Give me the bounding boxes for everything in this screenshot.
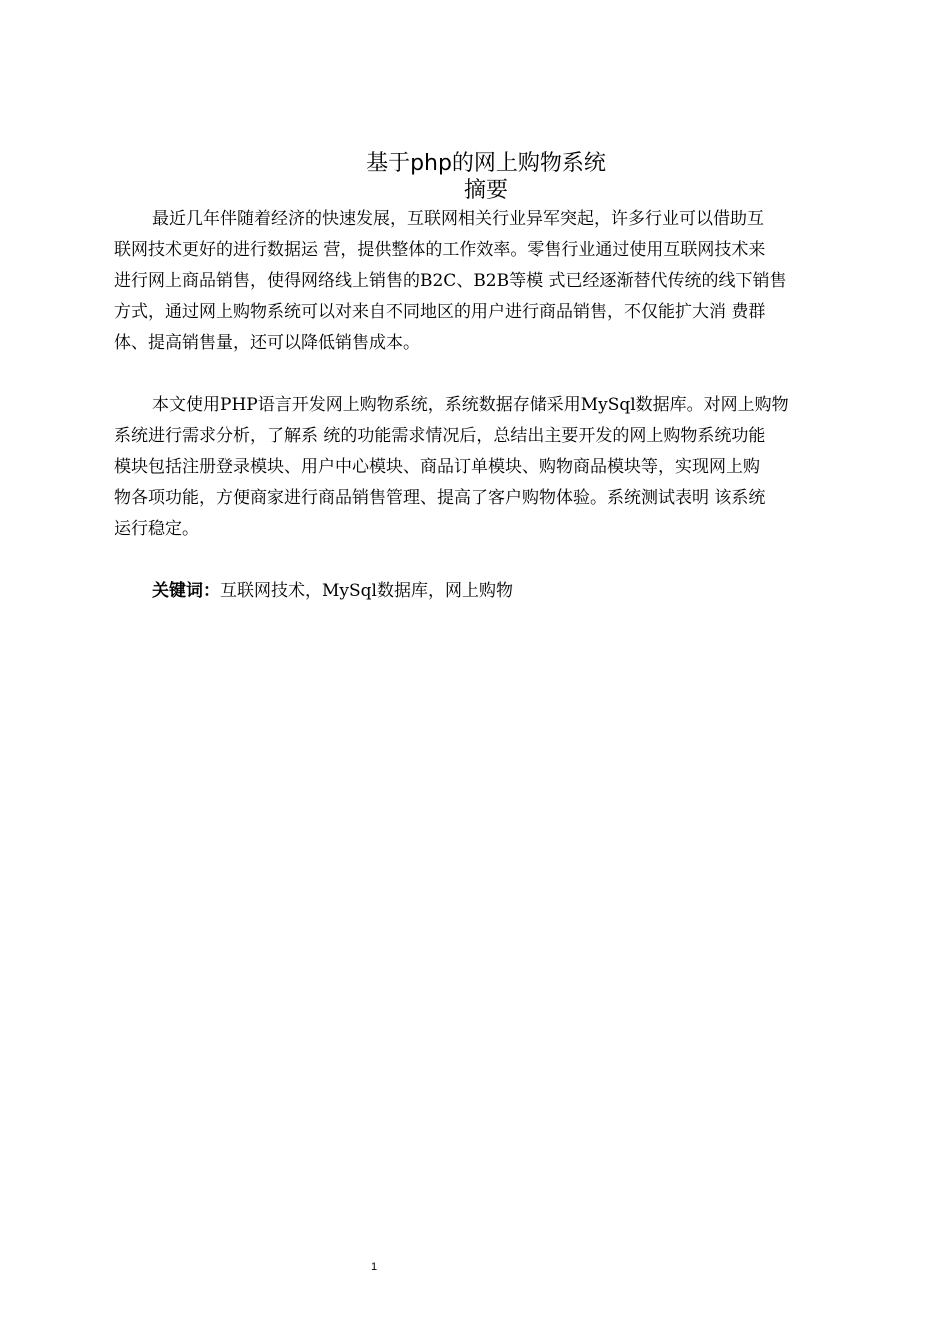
paragraph-line: 本文使用PHP语言开发网上购物系统，系统数据存储采用MySql数据库。对网上购物: [152, 395, 789, 415]
paragraph-line: 系统进行需求分析，了解系 统的功能需求情况后，总结出主要开发的网上购物系统功能: [114, 426, 766, 446]
paragraph-line: 物各项功能，方便商家进行商品销售管理、提高了客户购物体验。系统测试表明 该系统: [114, 488, 766, 508]
paragraph-line: 模块包括注册登录模块、用户中心模块、商品订单模块、购物商品模块等，实现网上购: [114, 457, 760, 477]
page-number: 1: [371, 1261, 378, 1273]
paragraph-line: 运行稳定。: [114, 519, 199, 539]
keywords-label: 关键词：: [152, 581, 220, 601]
paragraph-line: 方式，通过网上购物系统可以对来自不同地区的用户进行商品销售，不仅能扩大消 费群: [114, 302, 766, 322]
keywords-text: 互联网技术，MySql数据库，网上购物: [220, 581, 513, 601]
abstract-paragraph-2: [114, 390, 859, 545]
paragraph-line: 联网技术更好的进行数据运 营，提供整体的工作效率。零售行业通过使用互联网技术来: [114, 240, 766, 260]
paragraph-line: 进行网上商品销售，使得网络线上销售的B2C、B2B等模 式已经逐渐替代传统的线下销售: [114, 271, 787, 291]
paragraph-line: 体、提高销售量，还可以降低销售成本。: [114, 333, 420, 353]
keywords-line: [152, 576, 513, 607]
paragraph-line: 最近几年伴随着经济的快速发展，互联网相关行业异军突起，许多行业可以借助互: [152, 209, 764, 229]
document-title: 基于php的网上购物系统: [366, 151, 606, 176]
abstract-heading: 摘要: [463, 178, 508, 203]
abstract-paragraph-1: [114, 204, 859, 359]
